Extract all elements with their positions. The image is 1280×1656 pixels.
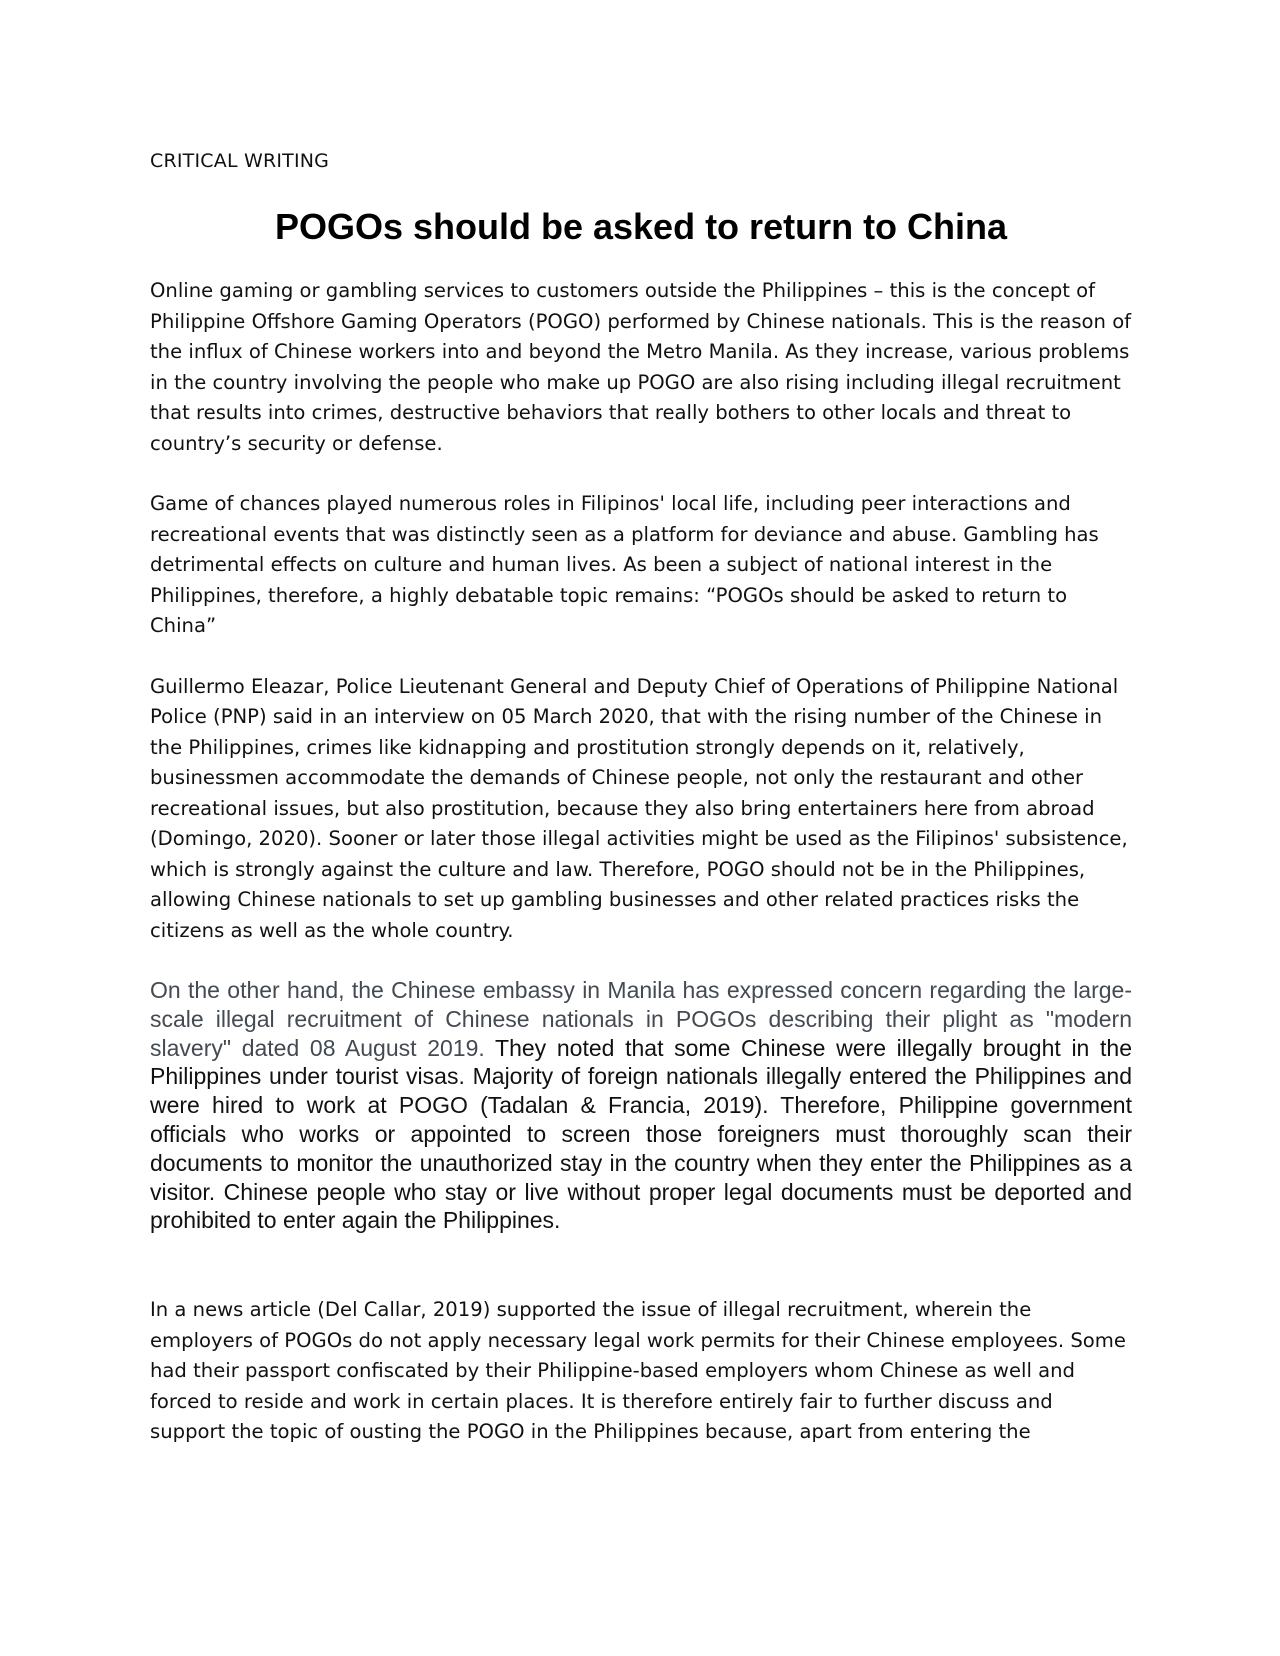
document-page [150, 150, 1132, 1478]
paragraph-4-quoted: On the other hand, the Chinese embassy in Manila has expressed concern regarding the large-scale illegal recruitment of Chinese nationals in POGOs describing their plight as "modern slavery" dated 08 August 2019. [150, 977, 1132, 1061]
document-label: CRITICAL WRITING [150, 150, 330, 172]
document-title: POGOs should be asked to return to China [274, 206, 1008, 247]
paragraph-2: Game of chances played numerous roles in Filipinos' local life, including peer interactions and recreational events that was distinctly seen as a platform for deviance and abuse. Gambling has detrimental effects on culture and human lives. As been a subject of national interest in the Philippines, therefore, a highly debatable topic remains: “POGOs should be asked to return to China” [150, 492, 1099, 637]
paragraph-1: Online gaming or gambling services to customers outside the Philippines – this is the concept of Philippine Offshore Gaming Operators (POGO) performed by Chinese nationals. This is the reason of the influx of Chinese workers into and beyond the Metro Manila. As they increase, various problems in the country involving the people who make up POGO are also rising including illegal recruitment that results into crimes, destructive behaviors that really bothers to other locals and threat to country’s security or defense. [150, 279, 1132, 455]
paragraph-5: In a news article (Del Callar, 2019) supported the issue of illegal recruitment, wherein the employers of POGOs do not apply necessary legal work permits for their Chinese employees. Some had their passport confiscated by their Philippine-based employers whom Chinese as well and forced to reside and work in certain places. It is therefore entirely fair to further discuss and support the topic of ousting the POGO in the Philippines because, apart from entering the [150, 1298, 1126, 1444]
paragraph-3: Guillermo Eleazar, Police Lieutenant General and Deputy Chief of Operations of Philippine National Police (PNP) said in an interview on 05 March 2020, that with the rising number of the Chinese in the Philippines, crimes like kidnapping and prostitution strongly depends on it, relatively, businessmen accommodate the demands of Chinese people, not only the restaurant and other recreational issues, but also prostitution, because they also bring entertainers here from abroad (Domingo, 2020). Sooner or later those illegal activities might be used as the Filipinos' subsistence, which is strongly against the culture and law. Therefore, POGO should not be in the Philippines, allowing Chinese nationals to set up gambling businesses and other related practices risks the citizens as well as the whole country. [150, 674, 1128, 942]
paragraph-4-rest: They noted that some Chinese were illegally brought in the Philippines under tourist visas. Majority of foreign nationals illegally entered the Philippines and were hired to work at POGO (Tadalan & Francia, 2019). Therefore, Philippine government officials who works or appointed to screen those foreigners must thoroughly scan their documents to monitor the unauthorized stay in the country when they enter the Philippines as a visitor. Chinese people who stay or live without proper legal documents must be deported and prohibited to enter again the Philippines. [150, 1034, 1133, 1234]
paragraph-4 [150, 976, 1132, 1235]
